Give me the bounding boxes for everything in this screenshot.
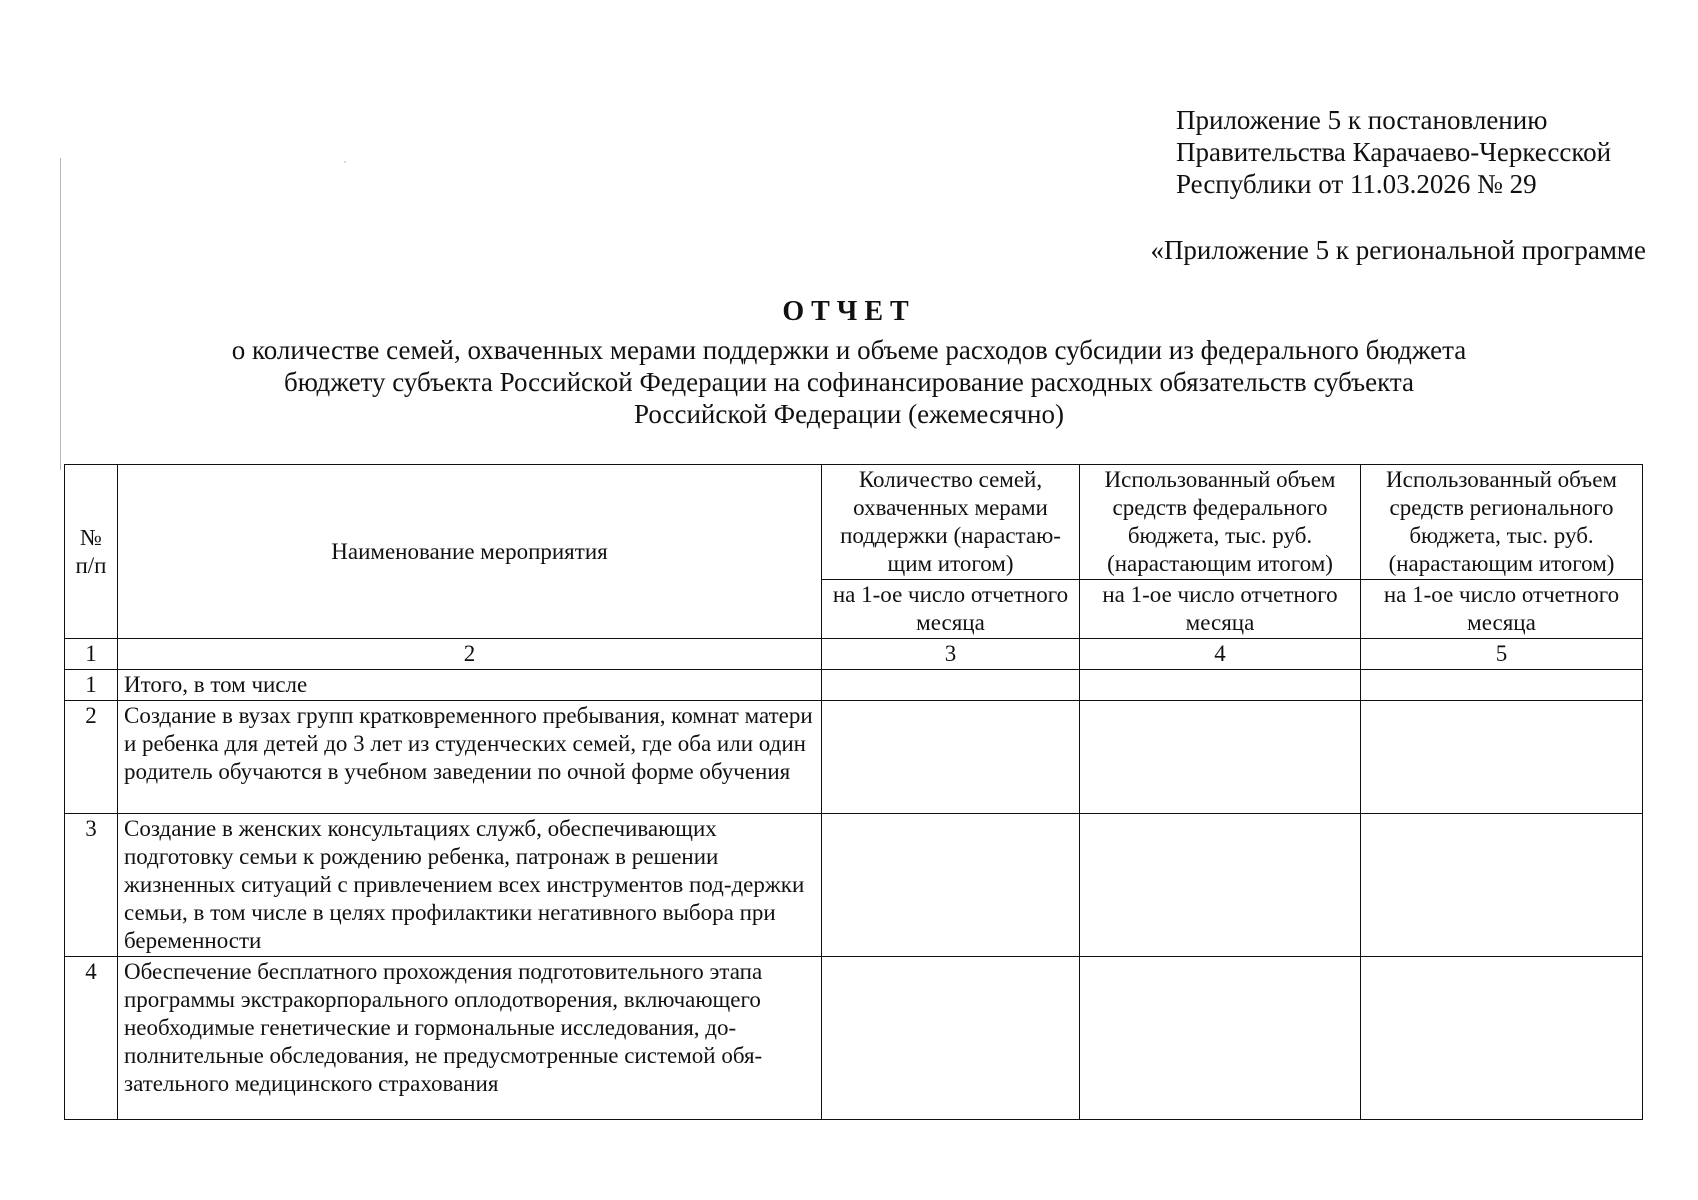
subheader-regional: на 1-ое число отчетного месяца [1361,580,1643,639]
subheader-federal: на 1-ое число отчетного месяца [1080,580,1361,639]
header-num: № п/п [65,465,118,639]
header-line: Приложение 5 к постановлению [1176,105,1548,135]
table-row [65,957,1643,1120]
column-index: 4 [1080,639,1361,670]
row-name: Создание в женских консультациях служб, обеспечивающих подготовку семьи к рождению ребенка, патронаж в решении жизненных ситуаций с привлечением всех инструментов под-держки семьи, в том числе в целях профилактики негативного выбора при беременности [118,814,822,957]
cell-federal [1080,670,1361,701]
cell-federal [1080,814,1361,957]
header-regional: Использованный объем средств регионального бюджета, тыс. руб. (нарастающим итогом) [1361,465,1643,580]
header-name: Наименование мероприятия [118,465,822,639]
column-index: 1 [65,639,118,670]
report-subtitle [0,334,1698,430]
table-header-row [65,465,1643,580]
column-index: 3 [822,639,1080,670]
row-num: 1 [65,670,118,701]
row-num: 2 [65,701,118,814]
cell-families [822,701,1080,814]
cell-regional [1361,670,1643,701]
row-name: Создание в вузах групп кратковременного пребывания, комнат матери и ребенка для детей до 3 лет из студенческих семей, где оба или один родитель обучаются в учебном заведении по очной форме обучения [118,701,822,814]
row-num: 3 [65,814,118,957]
column-index: 2 [118,639,822,670]
scan-speck [344,161,346,163]
cell-families [822,814,1080,957]
resolution-header [1176,104,1611,200]
table-row [65,814,1643,957]
row-num: 4 [65,957,118,1120]
cell-families [822,957,1080,1120]
header-federal: Использованный объем средств федерального бюджета, тыс. руб. (нарастающим итогом) [1080,465,1361,580]
subtitle-line: Российской Федерации (ежемесячно) [634,399,1064,429]
cell-federal [1080,957,1361,1120]
header-families: Количество семей, охваченных мерами поддержки (нарастаю-щим итогом) [822,465,1080,580]
cell-regional [1361,814,1643,957]
table-row [65,670,1643,701]
program-appendix-line: «Приложение 5 к региональной программе [1150,235,1646,265]
subtitle-line: бюджету субъекта Российской Федерации на софинансирование расходных обязательств субъекта [284,367,1414,397]
row-name: Обеспечение бесплатного прохождения подготовительного этапа программы экстракорпорального оплодотворения, включающего необходимые генетические и гормональные исследования, до-полнительные обследования, не предусмотренные системой обя-зательного медицинского страхования [118,957,822,1120]
row-name: Итого, в том числе [118,670,822,701]
subheader-families: на 1-ое число отчетного месяца [822,580,1080,639]
cell-regional [1361,957,1643,1120]
report-table [64,464,1643,1120]
subtitle-line: о количестве семей, охваченных мерами поддержки и объеме расходов субсидии из федерального бюджета [231,335,1467,365]
report-title: ОТЧЕТ [782,296,916,327]
cell-families [822,670,1080,701]
table-row [65,701,1643,814]
column-index-row [65,639,1643,670]
cell-regional [1361,701,1643,814]
header-line: Республики от 11.03.2026 № 29 [1176,169,1537,199]
column-index: 5 [1361,639,1643,670]
header-line: Правительства Карачаево-Черкесской [1176,137,1612,167]
cell-federal [1080,701,1361,814]
